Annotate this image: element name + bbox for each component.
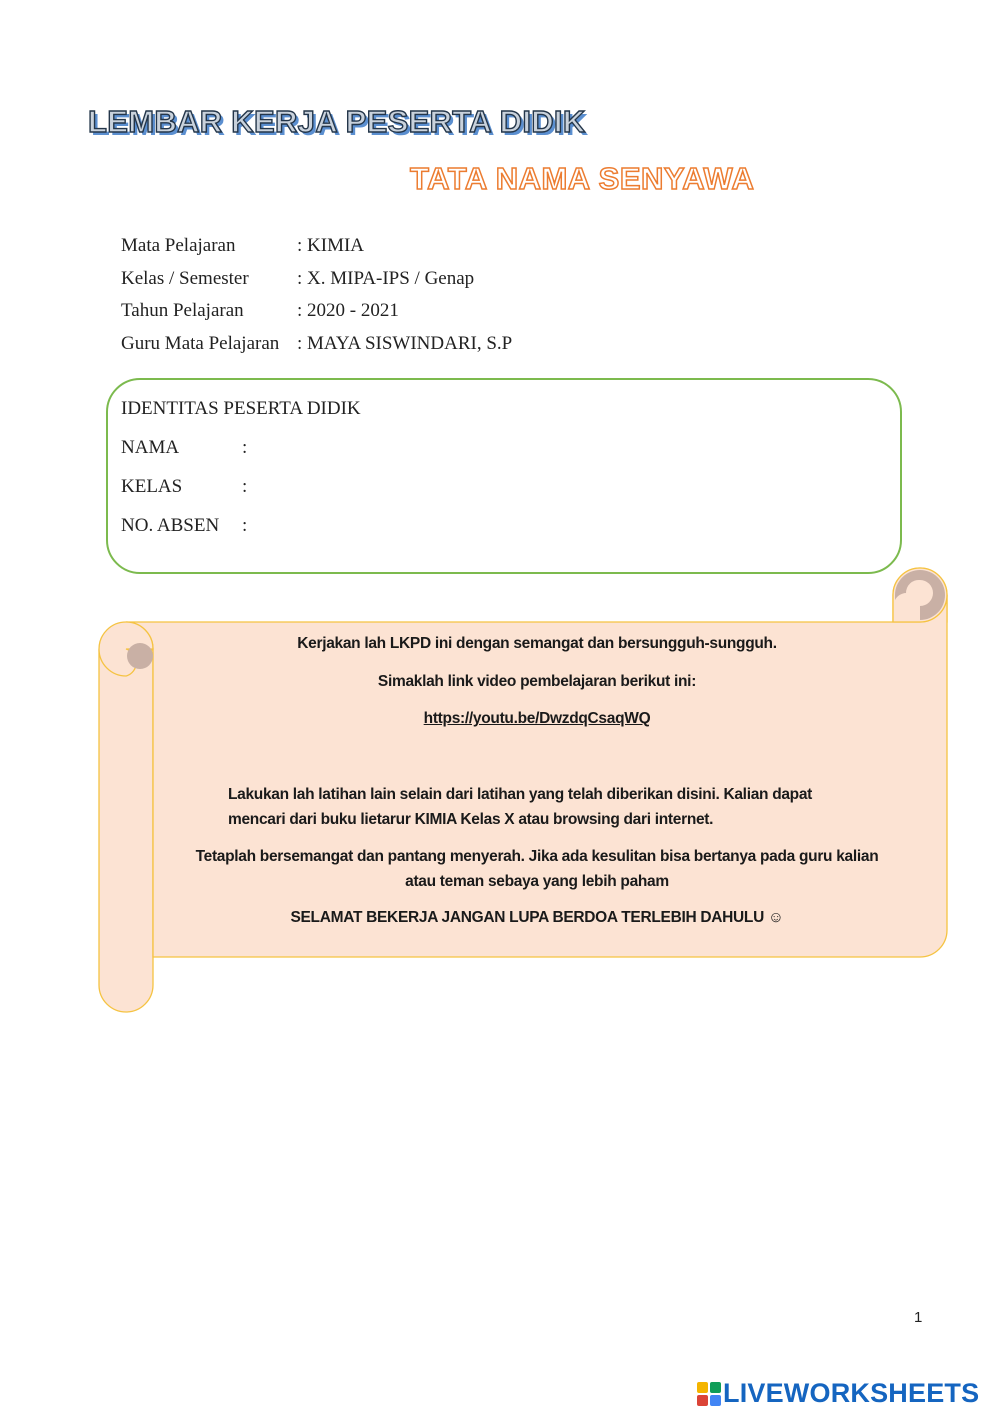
info-value: : X. MIPA-IPS / Genap: [297, 267, 475, 289]
instruction-line-1: Kerjakan lah LKPD ini dengan semangat dan bersungguh-sungguh.: [297, 635, 777, 652]
identity-row-name: [121, 437, 247, 459]
identity-colon: :: [242, 476, 248, 497]
worksheet-subtitle: TATA NAMA SENYAWA: [410, 161, 755, 196]
info-row-class: [121, 266, 512, 299]
identity-row-class: [121, 476, 247, 498]
identity-colon: :: [242, 515, 248, 536]
instruction-paragraph-2a: Tetaplah bersemangat dan pantang menyerah. Jika ada kesulitan bisa bertanya pada guru kalian: [195, 848, 879, 865]
student-identity-box: [106, 378, 902, 574]
identity-colon: :: [242, 437, 248, 458]
info-row-teacher: [121, 331, 512, 364]
video-link-wrapper: [0, 710, 1000, 728]
identity-heading: IDENTITAS PESERTA DIDIK: [121, 398, 361, 419]
info-label: Tahun Pelajaran: [121, 300, 244, 321]
info-label: Mata Pelajaran: [121, 235, 236, 256]
video-link[interactable]: https://youtu.be/DwzdqCsaqWQ: [423, 710, 651, 727]
instruction-paragraph-1b: mencari dari buku lietarur KIMIA Kelas X atau browsing dari internet.: [228, 811, 714, 828]
info-value: : MAYA SISWINDARI, S.P: [297, 332, 513, 354]
scroll-left-roll: [99, 650, 153, 1012]
liveworksheets-logo[interactable]: [697, 1378, 979, 1409]
info-row-subject: [121, 233, 512, 266]
worksheet-title: LEMBAR KERJA PESERTA DIDIK: [88, 104, 586, 139]
identity-label: NAMA: [121, 437, 180, 458]
liveworksheets-icon: [697, 1382, 721, 1406]
instruction-line-2: Simaklah link video pembelajaran berikut ini:: [377, 673, 697, 690]
instruction-scroll: [0, 560, 1000, 1030]
info-value: : KIMIA: [297, 235, 365, 256]
info-label: Guru Mata Pelajaran: [121, 332, 280, 354]
identity-label: KELAS: [121, 476, 183, 497]
course-info: [121, 233, 512, 363]
identity-label: NO. ABSEN: [121, 515, 220, 536]
info-label: Kelas / Semester: [121, 267, 249, 289]
page-number: 1: [914, 1309, 923, 1326]
brand-name: LIVEWORKSHEETS: [723, 1378, 980, 1408]
info-row-year: [121, 298, 512, 331]
instruction-closing: SELAMAT BEKERJA JANGAN LUPA BERDOA TERLEBIH DAHULU ☺: [290, 909, 784, 926]
identity-row-number: [121, 515, 247, 537]
instruction-paragraph-2b: atau teman sebaya yang lebih paham: [405, 873, 669, 890]
info-value: : 2020 - 2021: [297, 300, 399, 321]
instruction-paragraph-1a: Lakukan lah latihan lain selain dari latihan yang telah diberikan disini. Kalian dapat: [228, 786, 813, 803]
